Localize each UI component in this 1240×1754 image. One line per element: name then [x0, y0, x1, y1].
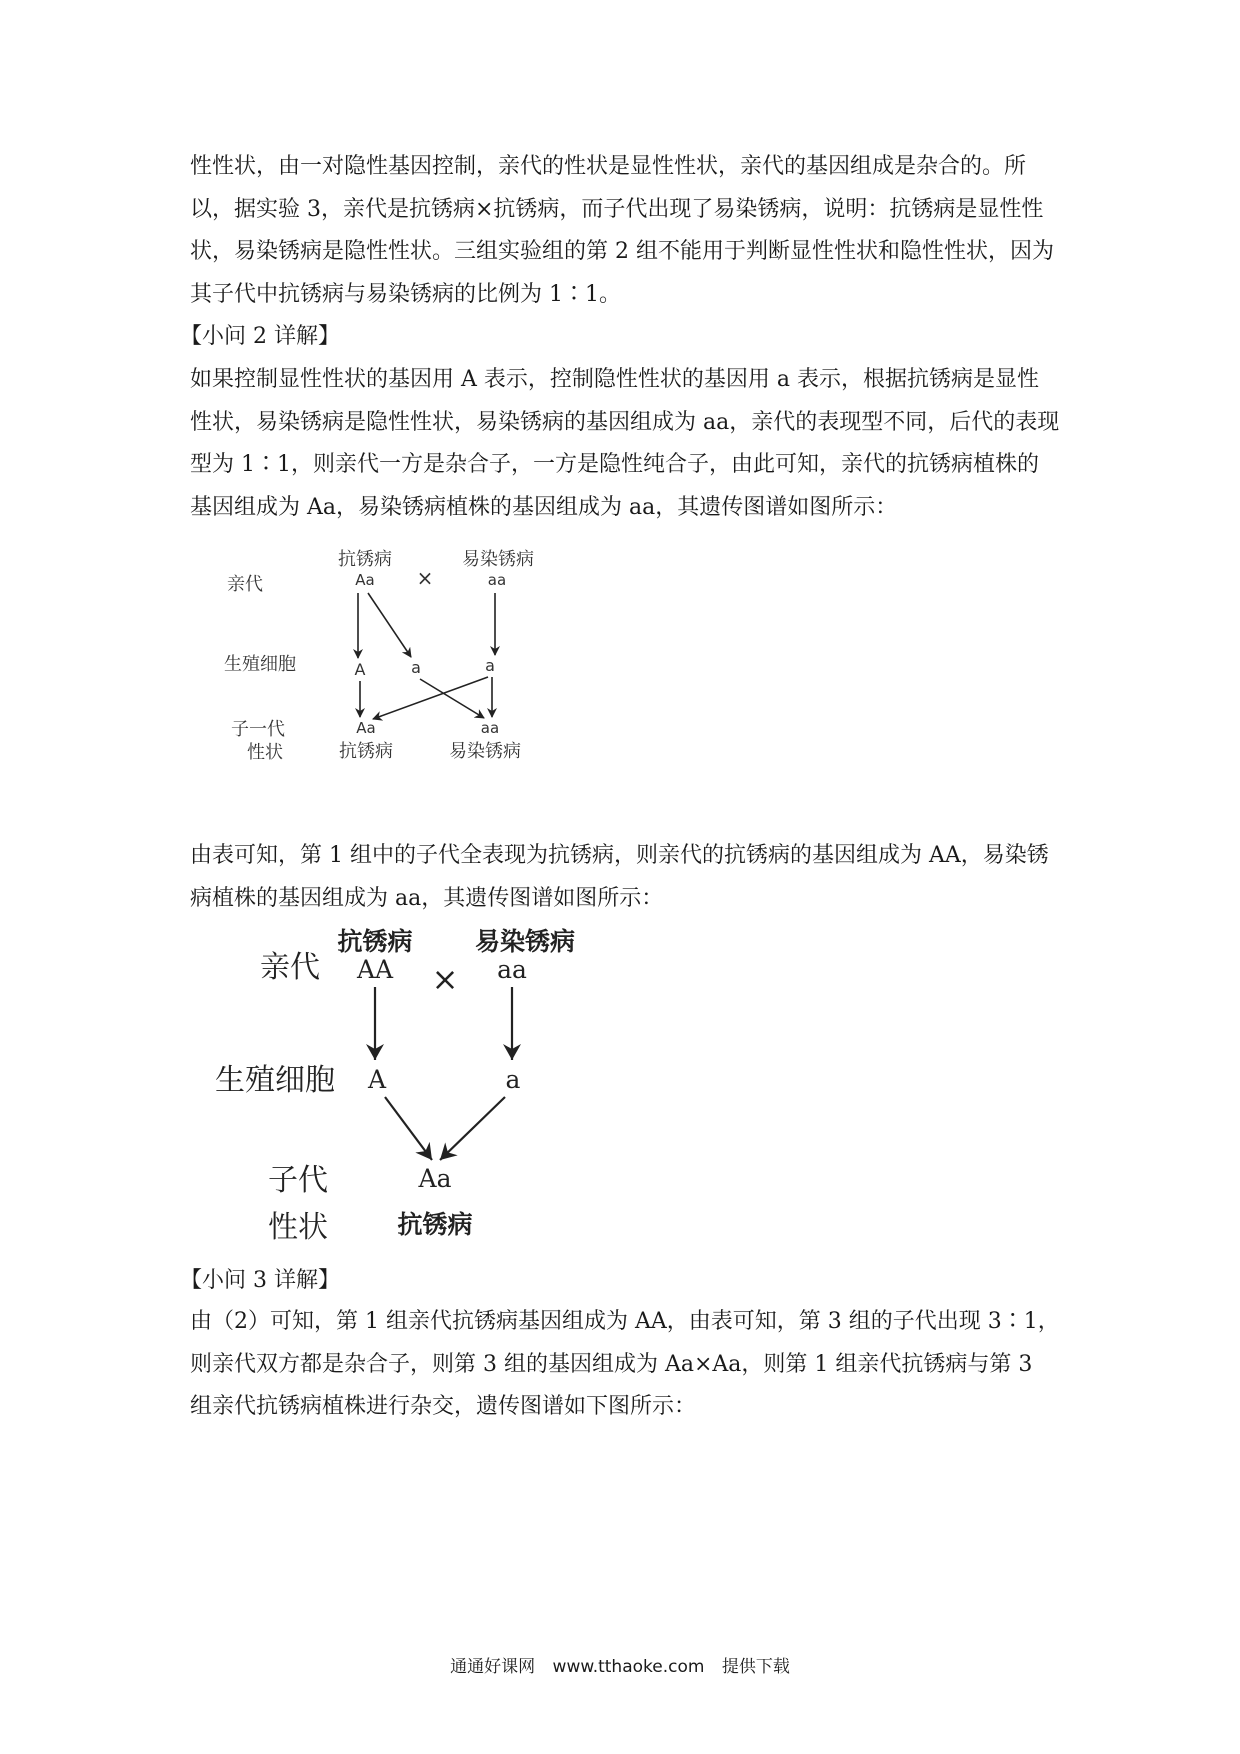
section-heading-2: 【小问 2 详解】	[180, 324, 340, 349]
footer-note: 提供下载	[721, 1657, 790, 1677]
parent-right-genotype: aa	[497, 955, 527, 984]
row-label-offspring-2: 性状	[268, 1210, 328, 1245]
row-label-gamete: 生殖细胞	[224, 654, 296, 675]
section-heading-3: 【小问 3 详解】	[180, 1268, 340, 1293]
paragraph-3: 由表可知，第 1 组中的子代全表现为抗锈病，则亲代的抗锈病的基因组成为 AA，易染锈病植株的基因组成为 aa，其遗传图谱如图所示：	[190, 843, 1049, 911]
child-right-genotype: aa	[480, 719, 500, 737]
row-label-offspring-1: 子代	[268, 1163, 328, 1198]
child-trait: 抗锈病	[397, 1210, 473, 1239]
paragraph-4: 由（2）可知，第 1 组亲代抗锈病基因组成为 AA，由表可知，第 3 组的子代出现 3∶1，则亲代双方都是杂合子，则第 3 组的基因组成为 Aa×Aa，则第 1 组亲代抗锈病与第 3 组亲代抗锈病植株进行杂交，遗传图谱如下图所示：	[190, 1309, 1060, 1419]
inheritance-diagram-2	[200, 925, 620, 1255]
cross-symbol: ×	[416, 566, 434, 590]
row-label-parent: 亲代	[227, 574, 263, 595]
footer-url[interactable]: www.tthaoke.com	[552, 1657, 705, 1677]
gamete-a-right: a	[485, 656, 495, 675]
page-footer	[0, 1652, 1240, 1677]
cross-symbol: ×	[431, 960, 459, 998]
gamete-A: A	[367, 1065, 387, 1094]
row-label-parent: 亲代	[260, 950, 320, 985]
parent-left-genotype: Aa	[355, 571, 375, 589]
arrow-parent-to-a	[368, 593, 411, 657]
parent-right-trait: 易染锈病	[474, 927, 576, 956]
child-right-trait: 易染锈病	[449, 741, 521, 762]
arrow-a-to-Aa	[440, 1097, 505, 1160]
paragraph-1: 性性状，由一对隐性基因控制，亲代的性状是显性性状，亲代的基因组成是杂合的。所以，据实验 3，亲代是抗锈病×抗锈病，而子代出现了易染锈病，说明：抗锈病是显性性状，易染锈病是隐性性状。三组实验组的第 2 组不能用于判断显性性状和隐性性状，因为其子代中抗锈病与易染锈病的比例为 1∶1。	[190, 154, 1054, 307]
arrow-A-to-Aa	[385, 1097, 432, 1160]
child-left-trait: 抗锈病	[339, 741, 393, 762]
arrow-a-right-to-Aa	[373, 677, 488, 719]
row-label-offspring-1: 子一代	[231, 719, 285, 740]
paragraph-2: 如果控制显性性状的基因用 A 表示，控制隐性性状的基因用 a 表示，根据抗锈病是显性性状，易染锈病是隐性性状，易染锈病的基因组成为 aa，亲代的表现型不同，后代的表现型为 1∶1，则亲代一方是杂合子，一方是隐性纯合子，由此可知，亲代的抗锈病植株的基因组成为 Aa，易染锈病植株的基因组成为 aa，其遗传图谱如图所示：	[190, 367, 1060, 520]
parent-left-trait: 抗锈病	[337, 927, 413, 956]
parent-right-trait: 易染锈病	[462, 549, 534, 570]
parent-right-genotype: aa	[487, 571, 507, 589]
parent-left-genotype: AA	[356, 955, 394, 984]
parent-left-trait: 抗锈病	[338, 549, 392, 570]
gamete-a-left: a	[411, 658, 421, 677]
child-left-genotype: Aa	[356, 719, 376, 737]
gamete-A: A	[354, 660, 366, 679]
footer-site-name: 通通好课网	[450, 1657, 536, 1677]
row-label-offspring-2: 性状	[247, 742, 283, 763]
gamete-a: a	[505, 1065, 521, 1094]
child-genotype: Aa	[418, 1164, 452, 1193]
row-label-gamete: 生殖细胞	[215, 1063, 335, 1098]
inheritance-diagram-1	[200, 545, 560, 775]
